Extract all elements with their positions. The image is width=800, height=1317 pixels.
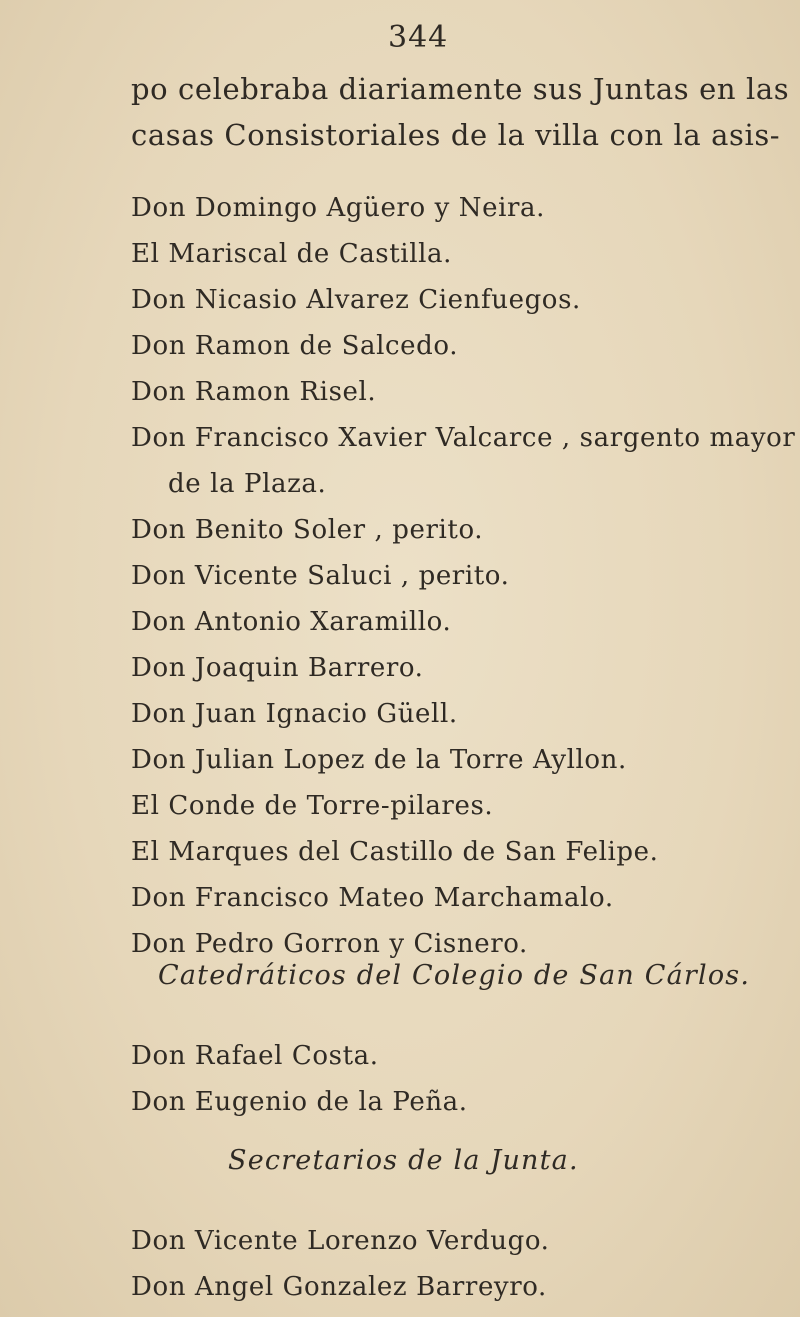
member-entry: Don Nicasio Alvarez Cienfuegos. — [131, 285, 581, 315]
member-entry: El Mariscal de Castilla. — [131, 239, 453, 269]
member-entry: Don Francisco Xavier Valcarce , sargento mayor — [131, 423, 796, 453]
secretario-entry: Don Vicente Lorenzo Verdugo. — [131, 1226, 550, 1256]
intro-line: po celebraba diariamente sus Juntas en las — [131, 72, 790, 106]
member-entry: Don Domingo Agüero y Neira. — [131, 193, 545, 223]
member-entry-continuation: de la Plaza. — [168, 469, 327, 499]
member-entry: Don Ramon Risel. — [131, 377, 377, 407]
secretarios-heading: Secretarios de la Junta. — [228, 1145, 579, 1176]
page-number: 344 — [388, 20, 449, 55]
member-entry: Don Julian Lopez de la Torre Ayllon. — [131, 745, 627, 775]
catedratico-entry: Don Eugenio de la Peña. — [131, 1087, 468, 1117]
member-entry: Don Joaquin Barrero. — [131, 653, 424, 683]
member-entry: Don Vicente Saluci , perito. — [131, 561, 510, 591]
member-entry: Don Antonio Xaramillo. — [131, 607, 452, 637]
intro-paragraph — [131, 66, 790, 158]
member-entry: Don Ramon de Salcedo. — [131, 331, 459, 361]
member-entry: Don Juan Ignacio Güell. — [131, 699, 458, 729]
catedraticos-heading: Catedráticos del Colegio de San Cárlos. — [158, 960, 751, 991]
member-entry: Don Francisco Mateo Marchamalo. — [131, 883, 614, 913]
secretario-entry: Don Angel Gonzalez Barreyro. — [131, 1272, 547, 1302]
catedraticos-list — [131, 1033, 731, 1125]
intro-line: casas Consistoriales de la villa con la asis- — [131, 118, 781, 152]
member-entry: Don Pedro Gorron y Cisnero. — [131, 929, 528, 959]
member-entry: Don Benito Soler , perito. — [131, 515, 484, 545]
catedratico-entry: Don Rafael Costa. — [131, 1041, 379, 1071]
member-entry: El Conde de Torre-pilares. — [131, 791, 494, 821]
secretarios-list — [131, 1218, 731, 1310]
member-entry: El Marques del Castillo de San Felipe. — [131, 837, 659, 867]
members-list — [131, 185, 796, 967]
